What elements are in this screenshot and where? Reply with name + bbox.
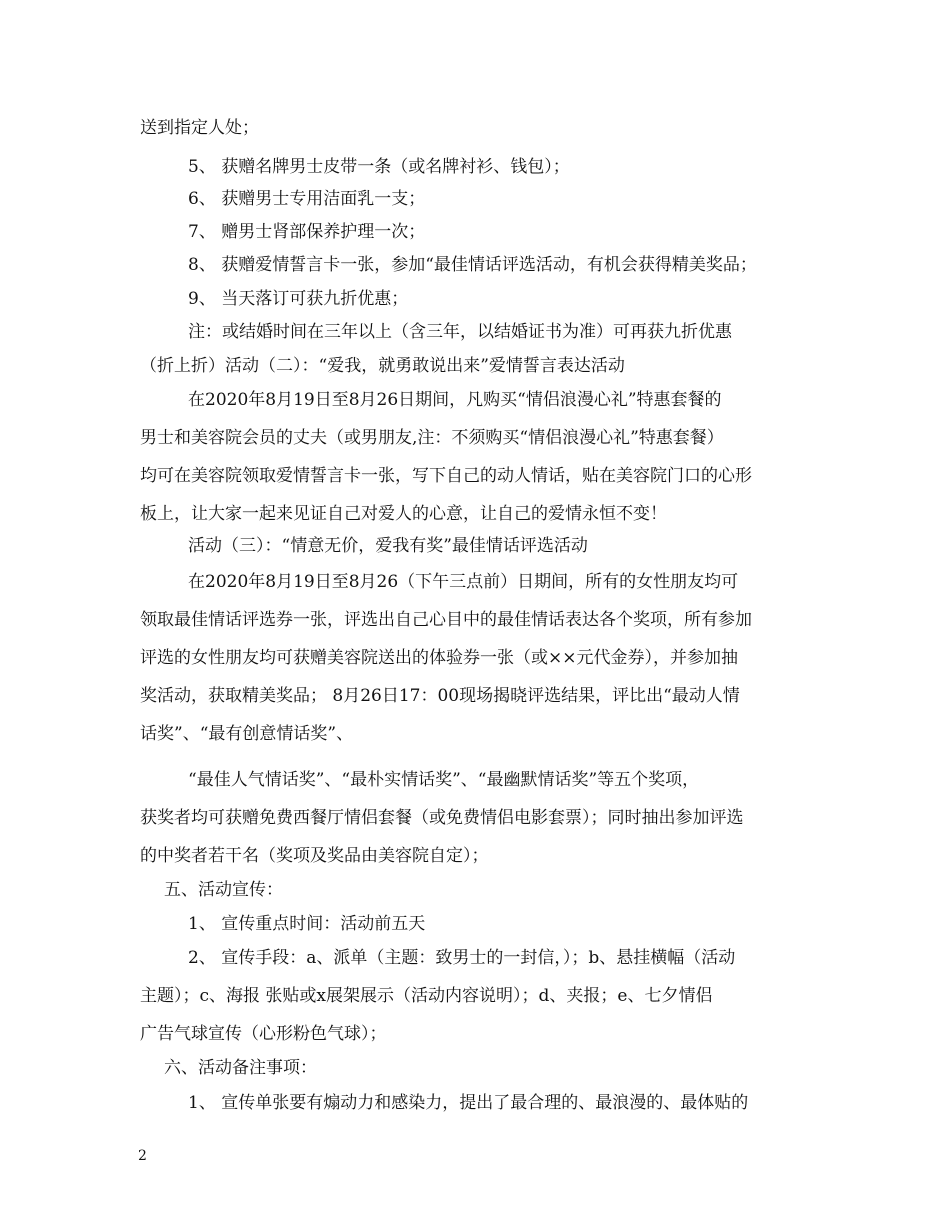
paragraph-line: 主题）；c、海报 张贴或x展架展示（活动内容说明）；d、夹报；e、七夕情侣 bbox=[140, 986, 713, 1006]
list-item: 7、 赠男士肾部保养护理一次； bbox=[188, 222, 426, 242]
section-heading: 五、活动宣传： bbox=[164, 880, 283, 900]
paragraph-line: 在2020年8月19日至8月26日期间，凡购买“情侣浪漫心礼”特惠套餐的 bbox=[188, 390, 722, 410]
paragraph-line: （折上折）活动（二）：“爱我，就勇敢说出来”爱情誓言表达活动 bbox=[140, 356, 625, 376]
paragraph-line: 送到指定人处； bbox=[140, 118, 259, 138]
paragraph-line: 广告气球宣传（心形粉色气球）； bbox=[140, 1024, 387, 1044]
list-item: 8、 获赠爱情誓言卡一张，参加“最佳情话评选活动，有机会获得精美奖品； bbox=[188, 255, 757, 275]
list-item: 2、 宣传手段：a、派单（主题：致男士的一封信，）；b、悬挂横幅（活动 bbox=[188, 948, 736, 968]
paragraph-line: 获奖者均可获赠免费西餐厅情侣套餐（或免费情侣电影套票）；同时抽出参加评选 bbox=[140, 808, 744, 828]
section-heading: 六、活动备注事项： bbox=[164, 1058, 317, 1078]
paragraph-line: 话奖”、“最有创意情话奖”、 bbox=[140, 724, 354, 744]
list-item: 5、 获赠名牌男士皮带一条（或名牌衬衫、钱包）； bbox=[188, 157, 570, 177]
list-item: 6、 获赠男士专用洁面乳一支； bbox=[188, 189, 426, 209]
paragraph-line: 评选的女性朋友均可获赠美容院送出的体验券一张（或××元代金券），并参加抽 bbox=[140, 648, 738, 668]
paragraph-line: “最佳人气情话奖”、“最朴实情话奖”、“最幽默情话奖”等五个奖项， bbox=[188, 770, 700, 790]
paragraph-line: 奖活动，获取精美奖品； 8月26日17：00现场揭晓评选结果，评比出“最动人情 bbox=[140, 686, 740, 706]
section-heading: 活动（三）：“情意无价，爱我有奖”最佳情话评选活动 bbox=[188, 536, 588, 556]
paragraph-line: 男士和美容院会员的丈夫（或男朋友,注：不须购买“情侣浪漫心礼”特惠套餐） bbox=[140, 428, 724, 448]
paragraph-line: 的中奖者若干名（奖项及奖品由美容院自定）； bbox=[140, 846, 489, 866]
paragraph-line: 在2020年8月19日至8月26（下午三点前）日期间，所有的女性朋友均可 bbox=[188, 572, 739, 592]
list-item: 9、 当天落订可获九折优惠； bbox=[188, 289, 409, 309]
list-item: 1、 宣传重点时间：活动前五天 bbox=[188, 914, 426, 934]
paragraph-line: 领取最佳情话评选券一张，评选出自己心目中的最佳情话表达各个奖项，所有参加 bbox=[140, 610, 752, 630]
paragraph-line: 板上，让大家一起来见证自己对爱人的心意，让自己的爱情永恒不变！ bbox=[140, 504, 667, 524]
list-item: 1、 宣传单张要有煽动力和感染力，提出了最合理的、最浪漫的、最体贴的 bbox=[188, 1093, 749, 1113]
paragraph-line: 均可在美容院领取爱情誓言卡一张，写下自己的动人情话，贴在美容院门口的心形 bbox=[140, 466, 752, 486]
note-line: 注：或结婚时间在三年以上（含三年，以结婚证书为准）可再获九折优惠 bbox=[188, 322, 732, 342]
page-number: 2 bbox=[138, 1148, 147, 1164]
